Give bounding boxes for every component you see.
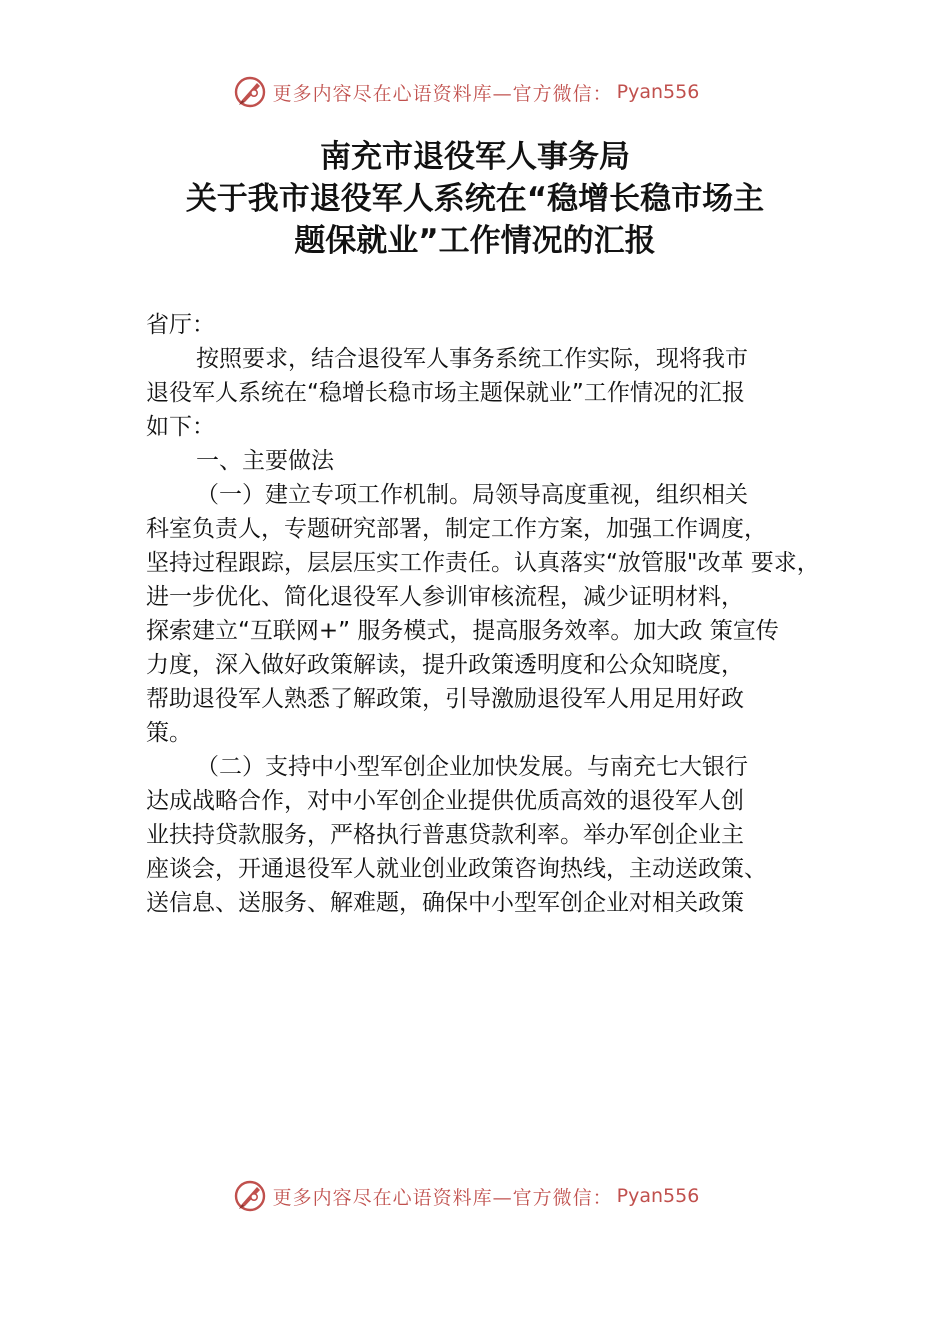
paragraph1-line: 科室负责人，专题研究部署，制定工作方案，加强工作调度， xyxy=(146,516,767,542)
paragraph1-line: 坚持过程跟踪，层层压实工作责任。认真落实“放管服"改革 要求， xyxy=(146,550,820,576)
header-watermark xyxy=(0,74,950,110)
watermark-text: 更多内容尽在心语资料库—官方微信： xyxy=(272,1186,613,1209)
title-line: 南充市退役军人事务局 xyxy=(320,139,630,175)
intro-line: 退役军人系统在“稳增长稳市场主题保就业”工作情况的汇报 xyxy=(146,380,745,406)
paragraph2-line: 达成战略合作，对中小军创企业提供优质高效的退役军人创 xyxy=(146,788,744,814)
footer-watermark xyxy=(0,1178,950,1214)
paragraph1-line: 帮助退役军人熟悉了解政策，引导激励退役军人用足用好政 xyxy=(146,686,744,712)
wechat-id: Pyan556 xyxy=(616,81,700,103)
paragraph1-line: （一）建立专项工作机制。局领导高度重视，组织相关 xyxy=(196,482,748,508)
document-body xyxy=(146,308,826,920)
title-line: 关于我市退役军人系统在“稳增长稳市场主 xyxy=(185,181,765,217)
salutation: 省厅： xyxy=(146,312,215,338)
intro-line: 按照要求，结合退役军人事务系统工作实际，现将我市 xyxy=(196,346,748,372)
quill-pen-circle-icon xyxy=(233,1179,267,1213)
paragraph1-line: 力度，深入做好政策解读，提升政策透明度和公众知晓度， xyxy=(146,652,744,678)
paragraph1-line: 探索建立“互联网+” 服务模式，提高服务效率。加大政 策宣传 xyxy=(146,618,779,644)
quill-pen-circle-icon xyxy=(233,75,267,109)
intro-line: 如下： xyxy=(146,414,215,440)
title-line: 题保就业”工作情况的汇报 xyxy=(294,223,656,259)
paragraph2-line: 座谈会，开通退役军人就业创业政策咨询热线，主动送政策、 xyxy=(146,856,767,882)
section-heading: 一、主要做法 xyxy=(196,448,334,474)
paragraph2-line: 业扶持贷款服务，严格执行普惠贷款利率。举办军创企业主 xyxy=(146,822,744,848)
document-title xyxy=(0,136,950,262)
watermark-text: 更多内容尽在心语资料库—官方微信： xyxy=(272,82,613,105)
paragraph2-line: 送信息、送服务、解难题，确保中小型军创企业对相关政策 xyxy=(146,890,744,916)
wechat-id: Pyan556 xyxy=(616,1185,700,1207)
paragraph1-line: 进一步优化、简化退役军人参训审核流程，减少证明材料， xyxy=(146,584,744,610)
paragraph2-line: （二）支持中小型军创企业加快发展。与南充七大银行 xyxy=(196,754,748,780)
paragraph1-line: 策。 xyxy=(146,720,192,746)
